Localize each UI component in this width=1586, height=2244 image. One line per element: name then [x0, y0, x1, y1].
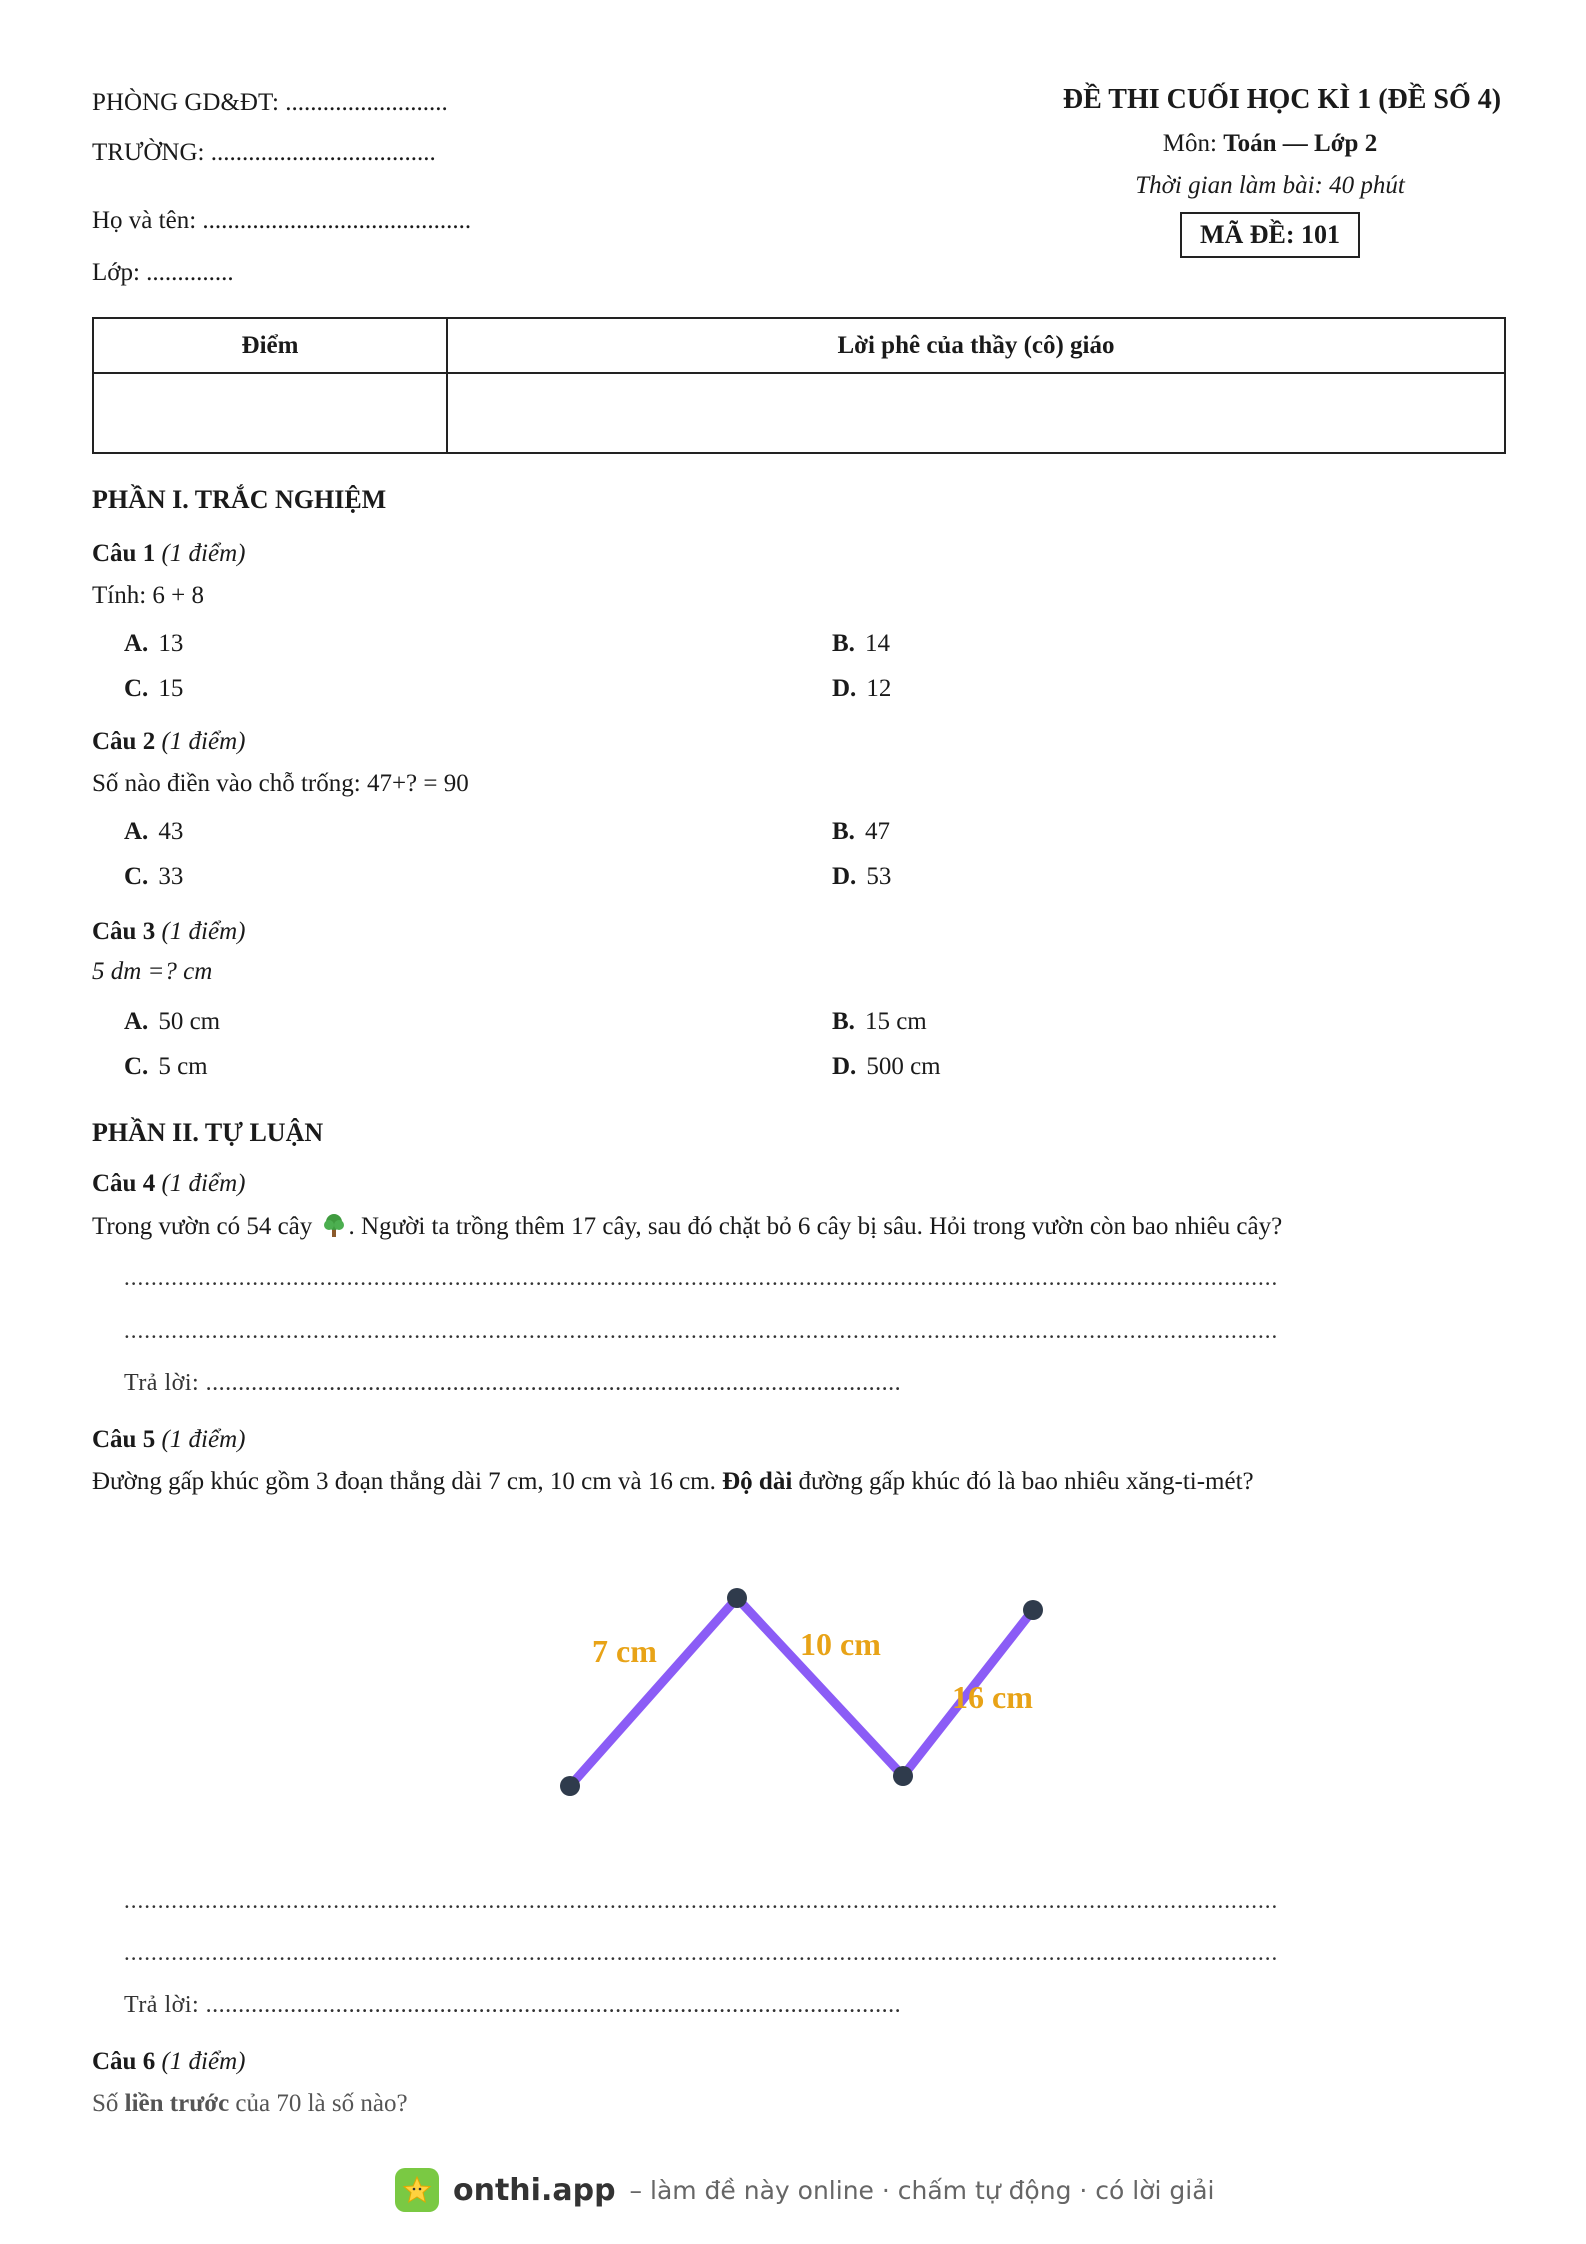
exam-time: Thời gian làm bài: 40 phút: [1135, 172, 1405, 199]
option-label: A.: [124, 630, 149, 657]
segment-label-1: 7 cm: [592, 1633, 657, 1669]
segment-label-2: 10 cm: [800, 1626, 881, 1662]
q5-text-bold: Độ dài: [722, 1468, 793, 1495]
vertex-1: [560, 1776, 580, 1796]
option-label: D.: [832, 1053, 857, 1080]
name-field: Họ và tên: ...........................................: [92, 207, 472, 234]
subject-value: Toán — Lớp 2: [1223, 130, 1378, 157]
q5-points: (1 điểm): [161, 1426, 246, 1453]
vertex-4: [1023, 1600, 1043, 1620]
option-value: 53: [866, 863, 892, 890]
q6-text-before: Số: [92, 2090, 125, 2117]
vertex-3: [893, 1766, 913, 1786]
q5-answer-line-2[interactable]: ...........................................................................................................................................................................: [124, 1940, 1279, 1965]
option-value: 15 cm: [864, 1008, 927, 1035]
q5-answer-field[interactable]: Trả lời: ...........................................................................................................: [124, 1992, 902, 2018]
q1-label: Câu 1: [92, 540, 156, 567]
q6-points: (1 điểm): [161, 2048, 246, 2075]
option-value: 50 cm: [158, 1008, 221, 1035]
q4-answer-line-1[interactable]: ...........................................................................................................................................................................: [124, 1265, 1279, 1290]
option-value: 13: [158, 630, 184, 657]
q6-text: [92, 2090, 408, 2118]
q2-points: (1 điểm): [161, 728, 246, 755]
option-label: B.: [832, 630, 855, 657]
option-label: B.: [832, 1008, 855, 1035]
q4-answer-field[interactable]: Trả lời: ...........................................................................................................: [124, 1370, 902, 1396]
vertex-2: [727, 1588, 747, 1608]
option-label: A.: [124, 818, 149, 845]
q5-text-before: Đường gấp khúc gồm 3 đoạn thẳng dài 7 cm, 10 cm và 16 cm.: [92, 1468, 723, 1495]
score-header: Điểm: [93, 318, 447, 373]
q1-points: (1 điểm): [161, 540, 246, 567]
option-label: C.: [124, 863, 149, 890]
option-value: 33: [158, 863, 184, 890]
option-value: 5 cm: [158, 1053, 208, 1080]
brand-name: onthi.app: [453, 2172, 616, 2208]
option-label: D.: [832, 675, 857, 702]
exam-title: ĐỀ THI CUỐI HỌC KÌ 1 (ĐỀ SỐ 4): [1062, 84, 1502, 115]
option-value: 15: [158, 675, 184, 702]
q1-text: Tính: 6 + 8: [92, 582, 205, 609]
option-value: 43: [158, 818, 184, 845]
q6-text-bold: liền trước: [124, 2090, 230, 2117]
option-label: C.: [124, 675, 149, 702]
exam-code-box: MÃ ĐỀ: 101: [1180, 212, 1360, 258]
part1-title: PHẦN I. TRẮC NGHIỆM: [92, 485, 387, 514]
school-field: TRƯỜNG: ....................................: [92, 139, 436, 166]
q5-label: Câu 5: [92, 1426, 156, 1453]
q2-text: Số nào điền vào chỗ trống: 47+? = 90: [92, 770, 469, 797]
q4-text-after: . Người ta trồng thêm 17 cây, sau đó chặt bỏ 6 cây bị sâu. Hỏi trong vườn còn bao nhiêu cây?: [348, 1213, 1283, 1240]
option-label: D.: [832, 863, 857, 890]
option-label: B.: [832, 818, 855, 845]
subject-prefix: Môn:: [1162, 130, 1224, 157]
q4-answer-line-2[interactable]: ...........................................................................................................................................................................: [124, 1318, 1279, 1343]
q4-points: (1 điểm): [161, 1170, 246, 1197]
q3-text: 5 dm =? cm: [92, 958, 213, 985]
segment-label-3: 16 cm: [952, 1679, 1033, 1715]
comment-header: Lời phê của thầy (cô) giáo: [447, 318, 1505, 373]
footer[interactable]: [395, 2168, 1214, 2212]
star-logo-icon: [395, 2168, 439, 2212]
q2-label: Câu 2: [92, 728, 156, 755]
department-field: PHÒNG GD&ĐT: ..........................: [92, 89, 448, 116]
q4-text-before: Trong vườn có 54 cây: [92, 1213, 313, 1240]
q5-text-after: đường gấp khúc đó là bao nhiêu xăng-ti-mét?: [792, 1468, 1254, 1495]
q6-label: Câu 6: [92, 2048, 156, 2075]
option-label: C.: [124, 1053, 149, 1080]
q3-points: (1 điểm): [161, 918, 246, 945]
option-value: 14: [864, 630, 890, 657]
q5-answer-line-1[interactable]: ...........................................................................................................................................................................: [124, 1888, 1279, 1913]
option-value: 12: [866, 675, 892, 702]
option-value: 47: [864, 818, 890, 845]
class-field: Lớp: ..............: [92, 259, 234, 286]
q4-label: Câu 4: [92, 1170, 156, 1197]
footer-slogan: – làm đề này online · chấm tự động · có lời giải: [629, 2175, 1215, 2205]
option-value: 500 cm: [866, 1053, 941, 1080]
q3-label: Câu 3: [92, 918, 156, 945]
q6-heading: [92, 2048, 245, 2076]
q6-text-after: của 70 là số nào?: [229, 2090, 408, 2117]
option-label: A.: [124, 1008, 149, 1035]
part2-title: PHẦN II. TỰ LUẬN: [92, 1118, 324, 1147]
